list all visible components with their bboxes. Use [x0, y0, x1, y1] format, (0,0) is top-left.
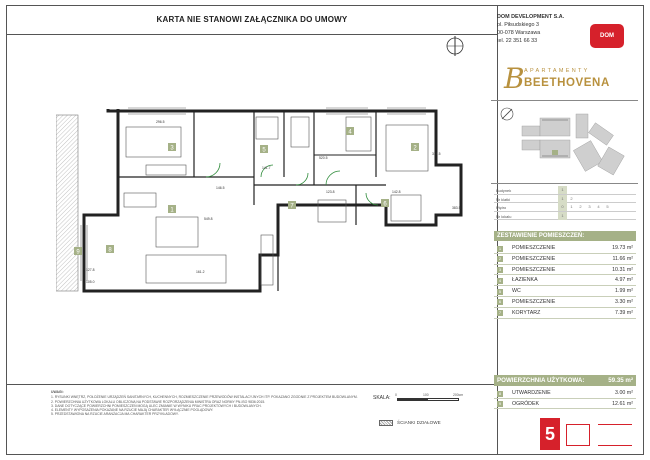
brand-logo	[504, 62, 638, 98]
note-line: 5. PRZEDSTAWIONA NA RZUCIE ARANŻACJA MA CHARAKTER PRZYKŁADOWY.	[51, 412, 179, 417]
eco-digit: 5	[540, 418, 560, 450]
room-8-label: 8	[108, 247, 112, 254]
scale-bar	[373, 393, 485, 415]
legend-label: ŚCIANKI DZIAŁOWE	[397, 420, 441, 426]
room-number: 6	[498, 299, 502, 305]
room-name: POMIESZCZENIE	[512, 298, 556, 305]
info-cell: 5	[606, 204, 609, 210]
total-area: 59.35 m²	[608, 377, 633, 384]
eco-lines	[598, 424, 632, 446]
sheet-title: KARTA NIE STANOWI ZAŁĄCZNIKA DO UMOWY	[156, 15, 348, 24]
dim-9: 161.2	[196, 270, 205, 274]
dim-1: 296.5	[156, 120, 165, 124]
info-cell: 2	[570, 195, 573, 201]
key-plan	[518, 110, 630, 180]
info-row	[494, 195, 636, 204]
room-area: 1.99 m²	[615, 288, 633, 295]
panel-divider	[497, 6, 498, 454]
room-area: 3.30 m²	[615, 298, 633, 305]
room-row	[494, 275, 636, 286]
room-3-label: 1	[170, 207, 174, 214]
room-6-label: 6	[383, 201, 387, 208]
room-area: 19.73 m²	[612, 245, 633, 251]
title-divider	[7, 34, 497, 35]
room-number: 3	[498, 267, 502, 273]
room-name: UTWARDZENIE	[512, 390, 551, 396]
room-name: OGRÓDEK	[512, 400, 540, 407]
notes-divider	[7, 384, 497, 385]
compass-icon	[499, 106, 515, 122]
company-info	[497, 13, 564, 45]
total-area-row	[494, 375, 636, 386]
eco-badge	[532, 418, 636, 452]
info-cell: 0	[558, 203, 567, 211]
room-name: POMIESZCZENIE	[512, 266, 556, 273]
info-label: Budynek	[496, 188, 512, 193]
company-name: DOM DEVELOPMENT S.A.	[497, 14, 565, 20]
dim-3: 316.5	[432, 152, 441, 156]
info-cell: 1	[558, 212, 567, 220]
room-name: KORYTARZ	[512, 309, 541, 316]
company-street: pl. Piłsudskiego 3	[497, 22, 539, 28]
note-line: 4. ELEMENTY WYPOSAŻENIA POKAZANE NA RZUCIE MAJĄ CHARAKTER WYŁĄCZNIE POGLĄDOWY.	[51, 408, 214, 413]
right-divider-1	[491, 100, 638, 101]
scale-tick-2: 200cm	[453, 393, 464, 397]
scale-tick-0: 0	[395, 393, 397, 397]
info-cell: 2	[579, 204, 582, 210]
right-divider-2	[491, 183, 638, 184]
note-line: 3. DANE DOTYCZĄCE POWIERZCHNI POMIESZCZEŃ MOGĄ ULEC ZMIANIE W WYNIKU PRAC PROJEKTOWYCH I BUDOWLANYCH.	[51, 403, 262, 408]
info-row	[494, 186, 636, 195]
note-line: 1. RYSUNKI WNĘTRZ, POŁOŻENIE URZĄDZEŃ SANITARNYCH, KUCHENNYCH, ROZMIESZCZENIE PRZEWODÓW INSTALACYJNYCH ITP. POKAZANO ZGODNIE Z PROJEKTEM BUDOWLANYM.	[51, 395, 358, 400]
extras-list	[494, 388, 636, 409]
room-7-label: 7	[290, 203, 294, 210]
scale-graphic	[397, 398, 459, 401]
room-5-label: 5	[262, 147, 266, 154]
dim-6: 127.8	[86, 268, 95, 272]
brand-small: APARTAMENTY	[524, 68, 590, 74]
room-number: 1	[498, 245, 502, 251]
room-row	[494, 254, 636, 265]
info-row	[494, 212, 636, 221]
room-row	[494, 243, 636, 254]
dim-8: 105.0	[86, 280, 95, 284]
legend	[379, 420, 441, 426]
north-arrow-icon	[444, 35, 466, 57]
room-area: 12.61 m²	[612, 400, 633, 407]
room-row	[494, 286, 636, 297]
info-label: Nr klatki	[496, 196, 511, 202]
eco-box	[566, 424, 590, 446]
room-row	[494, 308, 636, 319]
legend-swatch	[379, 420, 393, 426]
room-name: POMIESZCZENIE	[512, 245, 556, 251]
scale-label: SKALA:	[373, 395, 391, 401]
room-1-label: 3	[170, 145, 174, 152]
room-area: 4.97 m²	[615, 277, 633, 284]
room-number: 4	[498, 277, 502, 283]
extra-row	[494, 388, 636, 399]
dim-11: 141.7	[262, 166, 271, 170]
room-name: POMIESZCZENIE	[512, 255, 556, 262]
total-label: POWIERZCHNIA UŻYTKOWA:	[497, 377, 585, 384]
garden-hatch	[56, 115, 78, 291]
info-cell: 1	[558, 186, 567, 194]
room-area: 7.39 m²	[615, 309, 633, 316]
dim-4: 383.5	[452, 206, 461, 210]
scale-tick-1: 100	[423, 393, 429, 397]
info-label: Nr lokalu	[496, 213, 512, 219]
extra-row	[494, 399, 636, 410]
brand-big: BEETHOVENA	[524, 77, 610, 89]
notes-heading: UWAGI:	[51, 390, 64, 394]
dom-logo: DOM	[590, 24, 624, 48]
company-phone: tel. 22 351 66 33	[497, 38, 538, 44]
room-area: 3.00 m²	[615, 390, 633, 396]
dim-2: 520.5	[319, 156, 328, 160]
info-cell: 1	[558, 195, 567, 203]
rooms-header: ZESTAWIENIE POMIESZCZEŃ:	[494, 231, 636, 241]
room-name: ŁAZIENKA	[512, 277, 538, 284]
room-number: 9	[498, 401, 502, 406]
dim-7: 146.5	[216, 186, 225, 190]
room-area: 10.31 m²	[612, 266, 633, 273]
room-name: WC	[512, 288, 521, 295]
info-cell: 4	[597, 204, 600, 210]
rooms-list	[494, 243, 636, 319]
info-row	[494, 203, 636, 212]
room-4-label: 4	[348, 129, 352, 136]
dim-5: 549.8	[204, 217, 213, 221]
room-area: 11.66 m²	[612, 255, 633, 262]
brand-mark: B	[504, 62, 525, 95]
room-number: 7	[498, 310, 502, 316]
note-line: 2. POWIERZCHNIA UŻYTKOWA LOKALU OBLICZONA NA PODSTAWIE ROZPORZĄDZENIA MINISTRA ORAZ NORMY PN-ISO 9836:2015.	[51, 399, 266, 404]
unit-info-table	[494, 186, 636, 220]
dim-10: 123.8	[326, 190, 335, 194]
room-number: 8	[498, 390, 502, 396]
notes	[51, 390, 364, 417]
room-9-label: 9	[76, 249, 80, 256]
company-city: 00-078 Warszawa	[497, 30, 541, 36]
info-cell: 3	[588, 204, 591, 210]
dim-12: 142.8	[392, 190, 401, 194]
room-row	[494, 265, 636, 276]
room-row	[494, 297, 636, 308]
info-cell: 1	[570, 204, 573, 210]
info-label: Piętro	[496, 205, 507, 211]
room-2-label: 2	[413, 145, 417, 152]
floor-plan	[56, 105, 476, 300]
room-number: 2	[498, 256, 502, 262]
room-number: 5	[498, 288, 502, 294]
